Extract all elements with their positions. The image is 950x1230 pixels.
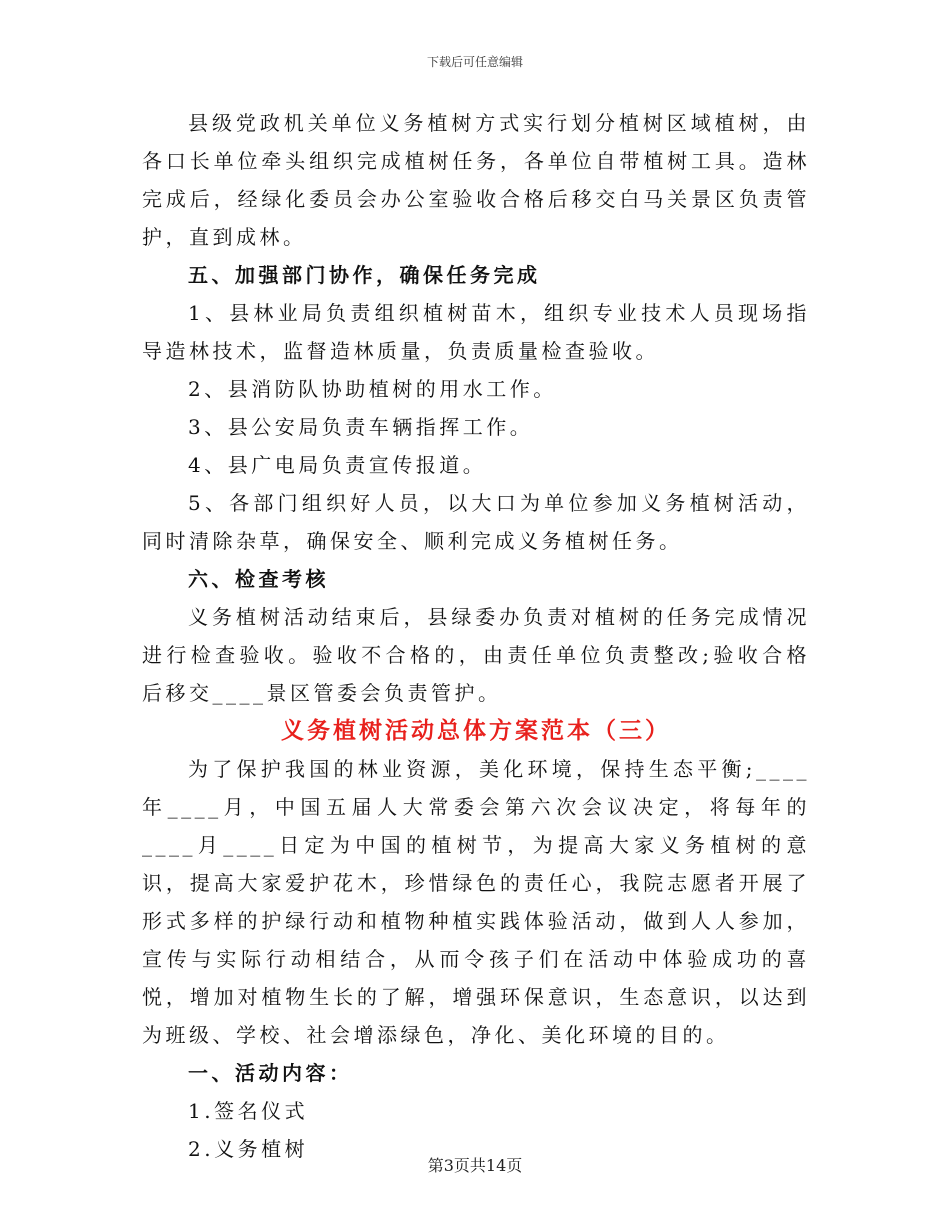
paragraph-inspection: 义务植树活动结束后，县绿委办负责对植树的任务完成情况进行检查验收。验收不合格的，由责任单位负责整改;验收合格后移交____景区管委会负责管护。 (142, 605, 810, 705)
paragraph-fire-brigade: 2、县消防队协助植树的用水工作。 (188, 377, 557, 401)
paragraph-planting-method: 县级党政机关单位义务植树方式实行划分植树区域植树，由各口长单位牵头组织完成植树任务，各单位自带植树工具。造林完成后，经绿化委员会办公室验收合格后移交白马关景区负责管护，直到成林。 (142, 111, 810, 249)
header-note: 下载后可任意编辑 (426, 55, 523, 69)
section-heading-activities: 一、活动内容： (188, 1061, 353, 1085)
paragraph-introduction: 为了保护我国的林业资源，美化环境，保持生态平衡;____年____月，中国五届人大常委会第六次会议决定，将每年的____月____日定为中国的植树节，为提高大家义务植树的意识，提高大家爱护花木，珍惜绿色的责任心，我院志愿者开展了形式多样的护绿行动和植物种植实践体验活动，做到人人参加，宣传与实际行动相结合，从而令孩子们在活动中体验成功的喜悦，增加对植物生长的了解，增强环保意识，生态意识，以达到为班级、学校、社会增添绿色，净化、美化环境的目的。 (142, 757, 810, 1047)
section-heading-cooperation: 五、加强部门协作，确保任务完成 (188, 263, 541, 287)
paragraph-departments: 5、各部门组织好人员，以大口为单位参加义务植树活动，同时清除杂草，确保安全、顺利完成义务植树任务。 (142, 491, 810, 553)
document-body (142, 104, 810, 1168)
paragraph-forestry-bureau: 1、县林业局负责组织植树苗木，组织专业技术人员现场指导造林技术，监督造林质量，负责质量检查验收。 (142, 301, 810, 363)
section-heading-inspection: 六、检查考核 (188, 567, 329, 591)
page-number: 第3页共14页 (427, 1156, 523, 1175)
list-item-planting: 2.义务植树 (188, 1137, 309, 1161)
document-title: 义务植树活动总体方案范本（三） (281, 717, 671, 744)
paragraph-police-bureau: 3、县公安局负责车辆指挥工作。 (188, 415, 534, 439)
list-item-signing: 1.签名仪式 (188, 1099, 309, 1123)
paragraph-broadcast-bureau: 4、县广电局负责宣传报道。 (188, 453, 487, 477)
